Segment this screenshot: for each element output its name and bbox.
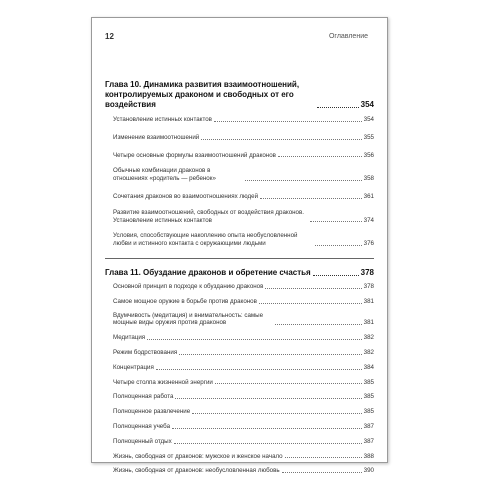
entry-title: Режим бодрствования bbox=[113, 348, 178, 356]
leader-dots bbox=[282, 472, 362, 473]
entry-title: Установление истинных контактов bbox=[113, 116, 212, 123]
leader-dots bbox=[214, 121, 362, 122]
leader-dots bbox=[275, 324, 362, 325]
entry-title: Изменение взаимоотношений bbox=[113, 133, 200, 141]
toc-entry bbox=[105, 209, 374, 225]
entry-page: 355 bbox=[363, 133, 374, 141]
entry-page: 376 bbox=[363, 240, 374, 248]
entry-page: 382 bbox=[363, 348, 374, 356]
leader-dots bbox=[175, 398, 361, 399]
entry-page: 381 bbox=[363, 319, 374, 327]
entry-page: 390 bbox=[363, 467, 374, 475]
book-page bbox=[91, 17, 388, 475]
section-divider bbox=[105, 258, 374, 259]
entry-title: Обычные комбинации драконов в отношениях «родитель — ребенок» bbox=[113, 167, 216, 183]
toc-entry bbox=[105, 116, 374, 124]
toc-entry bbox=[105, 379, 374, 387]
chapter-heading bbox=[105, 80, 374, 110]
entry-title: Самое мощное оружие в борьбе против драконов bbox=[113, 297, 257, 305]
leader-dots bbox=[265, 288, 361, 289]
entry-title: Сочетания драконов во взаимоотношениях людей bbox=[113, 192, 259, 200]
page-number: 12 bbox=[105, 32, 114, 41]
leader-dots bbox=[259, 303, 362, 304]
toc-entry bbox=[105, 334, 374, 342]
toc-entry bbox=[105, 408, 374, 416]
toc-entry bbox=[105, 298, 374, 306]
entry-title: Жизнь, свободная от драконов: необусловленная любовь bbox=[113, 467, 280, 475]
entry-title: Четыре основные формулы взаимоотношений драконов bbox=[113, 151, 276, 159]
leader-dots bbox=[172, 428, 362, 429]
toc-entry bbox=[105, 152, 374, 160]
entry-page: 354 bbox=[363, 116, 374, 123]
toc-entry bbox=[105, 467, 374, 475]
entry-title: Медитация bbox=[113, 334, 146, 342]
toc-entry bbox=[105, 438, 374, 446]
chapter-title: Глава 10. Динамика развития взаимоотношений, контролируемых драконом и свободных от его воздействия bbox=[105, 80, 300, 109]
leader-dots bbox=[313, 275, 359, 276]
chapter-heading bbox=[105, 268, 374, 278]
entry-title: Развитие взаимоотношений, свободных от воздействия драконов. Установление истинных контактов bbox=[113, 208, 305, 224]
toc-entry bbox=[105, 134, 374, 142]
entry-page: 387 bbox=[363, 422, 374, 430]
entry-title: Жизнь, свободная от драконов: мужское и женское начало bbox=[113, 452, 283, 460]
toc-entry bbox=[105, 423, 374, 431]
entry-page: 385 bbox=[363, 408, 374, 416]
toc-entry bbox=[105, 364, 374, 372]
entry-title: Условия, способствующие накоплению опыта необусловленной любви и истинного контакта с окружающими людьми bbox=[113, 232, 298, 248]
running-title: Оглавление bbox=[328, 33, 368, 40]
entry-page: 378 bbox=[363, 282, 374, 290]
leader-dots bbox=[285, 457, 362, 458]
leader-dots bbox=[260, 198, 362, 199]
entry-page: 382 bbox=[363, 334, 374, 342]
table-of-contents bbox=[105, 80, 374, 475]
toc-entry bbox=[105, 283, 374, 291]
entry-page: 374 bbox=[363, 216, 374, 224]
entry-page: 358 bbox=[363, 175, 374, 183]
entry-page: 381 bbox=[363, 297, 374, 305]
toc-entry bbox=[105, 312, 374, 328]
chapter-page: 378 bbox=[360, 267, 374, 277]
entry-title: Вдумчивость (медитация) и внимательность: самые мощные виды оружия против драконов bbox=[113, 311, 264, 327]
toc-entry bbox=[105, 193, 374, 201]
leader-dots bbox=[245, 180, 362, 181]
entry-page: 387 bbox=[363, 437, 374, 445]
leader-dots bbox=[310, 221, 362, 222]
entry-title: Основной принцип в подходе к обузданию драконов bbox=[113, 282, 264, 290]
leader-dots bbox=[179, 354, 362, 355]
entry-title: Полноценный отдых bbox=[113, 437, 172, 445]
toc-entry bbox=[105, 393, 374, 401]
toc-entry bbox=[105, 453, 374, 461]
leader-dots bbox=[201, 139, 361, 140]
leader-dots bbox=[174, 443, 362, 444]
chapter-page: 354 bbox=[360, 100, 374, 109]
leader-dots bbox=[215, 383, 362, 384]
leader-dots bbox=[156, 369, 362, 370]
entry-page: 385 bbox=[363, 378, 374, 386]
entry-page: 388 bbox=[363, 452, 374, 460]
entry-page: 356 bbox=[363, 151, 374, 159]
entry-page: 385 bbox=[363, 393, 374, 401]
leader-dots bbox=[147, 339, 362, 340]
entry-title: Четыре столпа жизненной энергии bbox=[113, 378, 213, 386]
toc-entry bbox=[105, 167, 374, 183]
entry-page: 361 bbox=[363, 192, 374, 200]
toc-entry bbox=[105, 232, 374, 248]
entry-page: 384 bbox=[363, 363, 374, 371]
toc-entry bbox=[105, 349, 374, 357]
leader-dots bbox=[278, 156, 362, 157]
entry-title: Полноценная учеба bbox=[113, 422, 171, 430]
leader-dots bbox=[315, 245, 362, 246]
leader-dots bbox=[192, 413, 361, 414]
entry-title: Полноценная работа bbox=[113, 393, 174, 401]
leader-dots bbox=[317, 107, 359, 108]
entry-title: Полноценное развлечение bbox=[113, 408, 191, 416]
entry-title: Концентрация bbox=[113, 363, 154, 371]
chapter-title: Глава 11. Обуздание драконов и обретение счастья bbox=[105, 267, 311, 277]
